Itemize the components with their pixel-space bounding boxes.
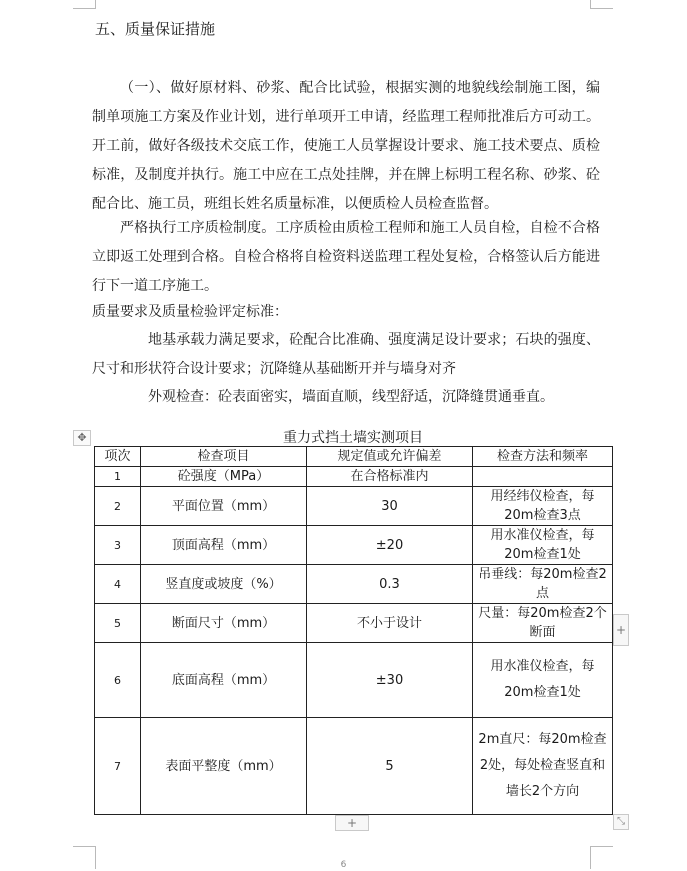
table-header-row xyxy=(95,447,613,467)
cell-item[interactable]: 断面尺寸（mm） xyxy=(141,604,307,643)
table-row xyxy=(95,467,613,487)
cell-item[interactable]: 表面平整度（mm） xyxy=(141,718,307,815)
cell-method[interactable]: 用水准仪检查，每20m检查1处 xyxy=(473,526,613,565)
page-number: 6 xyxy=(340,860,347,870)
cell-value[interactable]: 在合格标准内 xyxy=(307,467,473,487)
table-row xyxy=(95,526,613,565)
cell-item[interactable]: 平面位置（mm） xyxy=(141,487,307,526)
add-column-icon[interactable]: + xyxy=(613,614,629,646)
crop-mark-top-right xyxy=(590,0,613,9)
cell-no[interactable]: 6 xyxy=(95,643,141,718)
table-row xyxy=(95,487,613,526)
table-row xyxy=(95,643,613,718)
cell-value[interactable]: 30 xyxy=(307,487,473,526)
cell-no[interactable]: 4 xyxy=(95,565,141,604)
cell-item[interactable]: 竖直度或坡度（%） xyxy=(141,565,307,604)
cell-value[interactable]: ±30 xyxy=(307,643,473,718)
cell-method[interactable]: 2m直尺：每20m检查2处，每处检查竖直和墙长2个方向 xyxy=(473,718,613,815)
cell-no[interactable]: 1 xyxy=(95,467,141,487)
cell-no[interactable]: 2 xyxy=(95,487,141,526)
header-item: 检查项目 xyxy=(141,447,307,467)
cell-no[interactable]: 5 xyxy=(95,604,141,643)
table-row xyxy=(95,718,613,815)
table-move-icon[interactable]: ✥ xyxy=(73,430,91,446)
table-row xyxy=(95,604,613,643)
table-title: 重力式挡土墙实测项目 xyxy=(283,430,423,446)
cell-method[interactable]: 用经纬仪检查，每20m检查3点 xyxy=(473,487,613,526)
crop-mark-top-left xyxy=(73,0,96,9)
header-no: 项次 xyxy=(95,447,141,467)
paragraph-4: 地基承载力满足要求，砼配合比准确、强度满足设计要求；石块的强度、尺寸和形状符合设计要求；沉降缝从基础断开并与墙身对齐 xyxy=(92,332,600,377)
header-method: 检查方法和频率 xyxy=(473,447,613,467)
paragraph-1: （一）、做好原材料、砂浆、配合比试验，根据实测的地貌线绘制施工图，编制单项施工方案及作业计划，进行单项开工申请，经监理工程师批准后方可动工。开工前，做好各级技术交底工作，使施工人员掌握设计要求、施工技术要点、质检标准，及制度并执行。施工中应在工点处挂牌，并在牌上标明工程名称、砂浆、砼配合比、施工员，班组长姓名质量标准，以便质检人员检查监督。 xyxy=(92,80,600,212)
cell-value[interactable]: ±20 xyxy=(307,526,473,565)
table-resize-icon[interactable]: ⤡ xyxy=(613,814,629,830)
cell-item[interactable]: 底面高程（mm） xyxy=(141,643,307,718)
add-row-icon[interactable]: + xyxy=(335,815,369,831)
cell-method[interactable] xyxy=(473,467,613,487)
paragraph-5: 外观检查：砼表面密实，墙面直顺，线型舒适，沉降缝贯通垂直。 xyxy=(148,389,554,405)
header-value: 规定值或允许偏差 xyxy=(307,447,473,467)
cell-method[interactable]: 吊垂线：每20m检查2点 xyxy=(473,565,613,604)
table-row xyxy=(95,565,613,604)
inspection-table xyxy=(94,446,613,815)
cell-method[interactable]: 尺量：每20m检查2个断面 xyxy=(473,604,613,643)
paragraph-3: 质量要求及质量检验评定标准： xyxy=(92,304,288,320)
cell-no[interactable]: 7 xyxy=(95,718,141,815)
cell-item[interactable]: 砼强度（MPa） xyxy=(141,467,307,487)
cell-method[interactable]: 用水准仪检查，每20m检查1处 xyxy=(473,643,613,718)
section-heading: 五、质量保证措施 xyxy=(95,20,216,38)
cell-item[interactable]: 顶面高程（mm） xyxy=(141,526,307,565)
cell-value[interactable]: 不小于设计 xyxy=(307,604,473,643)
paragraph-2: 严格执行工序质检制度。工序质检由质检工程师和施工人员自检，自检不合格立即返工处理到合格。自检合格将自检资料送监理工程处复检，合格签认后方能进行下一道工序施工。 xyxy=(92,220,600,294)
cell-value[interactable]: 5 xyxy=(307,718,473,815)
cell-value[interactable]: 0.3 xyxy=(307,565,473,604)
cell-no[interactable]: 3 xyxy=(95,526,141,565)
